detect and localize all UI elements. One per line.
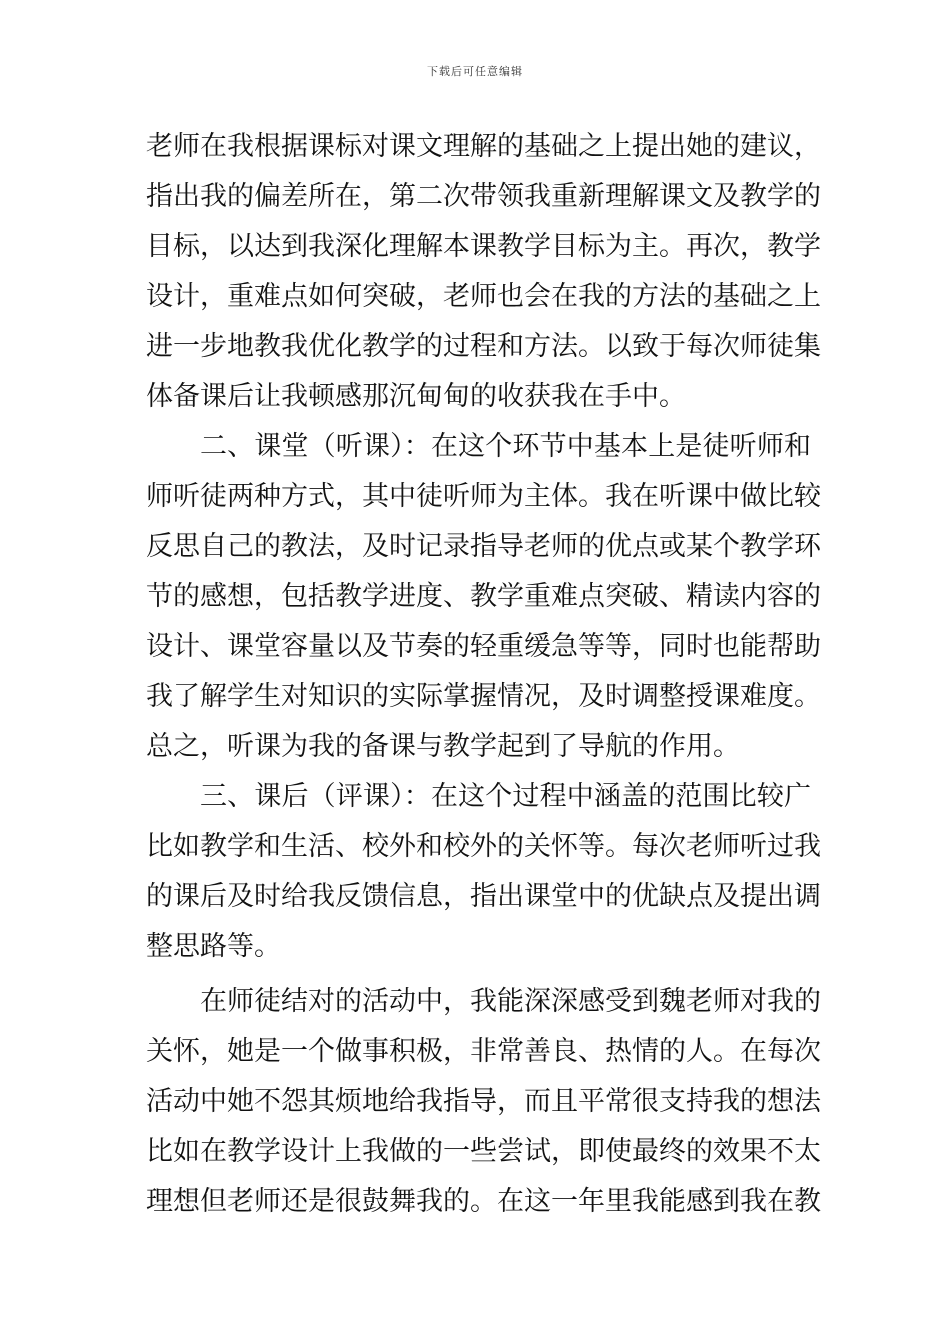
text-line: 我了解学生对知识的实际掌握情况，及时调整授课难度。 <box>146 681 821 712</box>
paragraph-1 <box>146 122 821 422</box>
text-line: 活动中她不怨其烦地给我指导，而且平常很支持我的想法 <box>146 1086 821 1117</box>
text-line: 进一步地教我优化教学的过程和方法。以致于每次师徒集 <box>146 331 821 362</box>
text-line: 的课后及时给我反馈信息，指出课堂中的优缺点及提出调 <box>146 881 821 912</box>
document-body <box>146 122 821 1227</box>
text-line: 指出我的偏差所在，第二次带领我重新理解课文及教学的 <box>146 181 821 212</box>
text-line: 二、课堂（听课）：在这个环节中基本上是徒听师和 <box>200 431 811 462</box>
text-line: 关怀，她是一个做事积极，非常善良、热情的人。在每次 <box>146 1036 821 1067</box>
text-line: 比如在教学设计上我做的一些尝试，即使最终的效果不太 <box>146 1136 821 1167</box>
text-line: 设计，重难点如何突破，老师也会在我的方法的基础之上 <box>146 281 821 312</box>
text-line: 整思路等。 <box>146 931 281 962</box>
text-line: 理想但老师还是很鼓舞我的。在这一年里我能感到我在教 <box>146 1186 821 1217</box>
text-line: 总之，听课为我的备课与教学起到了导航的作用。 <box>146 731 740 762</box>
text-line: 比如教学和生活、校外和校外的关怀等。每次老师听过我 <box>146 831 821 862</box>
text-line: 老师在我根据课标对课文理解的基础之上提出她的建议， <box>146 131 821 162</box>
paragraph-2 <box>146 422 821 772</box>
text-line: 体备课后让我顿感那沉甸甸的收获我在手中。 <box>146 381 686 412</box>
text-line: 反思自己的教法，及时记录指导老师的优点或某个教学环 <box>146 531 821 562</box>
paragraph-3 <box>146 772 821 972</box>
paragraph-4 <box>146 977 821 1227</box>
page-header: 下载后可任意编辑 <box>427 65 523 78</box>
text-line: 设计、课堂容量以及节奏的轻重缓急等等，同时也能帮助 <box>146 631 821 662</box>
text-line: 目标，以达到我深化理解本课教学目标为主。再次，教学 <box>146 231 821 262</box>
text-line: 师听徒两种方式，其中徒听师为主体。我在听课中做比较 <box>146 481 821 512</box>
text-line: 节的感想，包括教学进度、教学重难点突破、精读内容的 <box>146 581 821 612</box>
text-line: 三、课后（评课）：在这个过程中涵盖的范围比较广 <box>200 781 811 812</box>
text-line: 在师徒结对的活动中，我能深深感受到魏老师对我的 <box>200 986 821 1017</box>
